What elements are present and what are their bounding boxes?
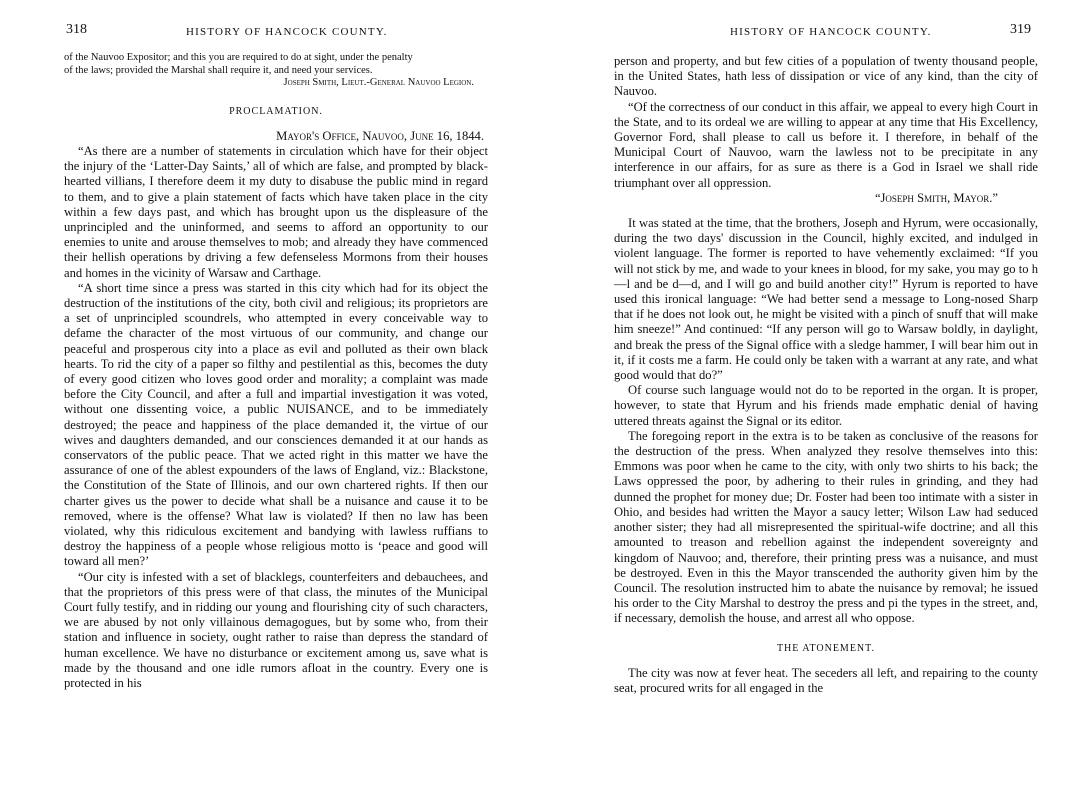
body-paragraph: “A short time since a press was started in this city which had for its object the destruction of the institutions of the city, both civil and religious; its proprietors are a set of unprincipled scoundrels, who attempted in every conceivable way to defame the character of the most virtuous of our community, and change our peaceful and prosperous city into a place as evil and polluted as their own black hearts. To rid the city of a paper so filthy and pestilential as this, becomes the duty of every good citizen who loves good order and morality; a complaint was made before the City Council, and after a full and impartial investigation it was voted, without one dissenting voice, a public NUISANCE, and to be immediately destroyed; the peace and happiness of the place demanded it, the virtue of our wives and daughters demanded, and our consciences demanded it at our hands as conservators of the public peace. That we acted right in this matter we have the assurance of one of the ablest expounders of the laws of England, viz.: Blackstone, the Constitution of the State of Illinois, and our own chartered rights. If then our charter gives us the power to decide what shall be a nuisance and cause it to be removed, where is the offense? What law is violated? If then no law has been violated, why this ridiculous excitement and bandying with lawless ruffians to destroy the happiness of a people whose religious motto is ‘peace and good will toward all men?’ bbox=[64, 280, 488, 569]
body-paragraph: Of course such language would not do to be reported in the organ. It is proper, however, to state that Hyrum and his friends made emphatic denial of having uttered threats against the Signal or its editor. bbox=[614, 383, 1038, 428]
running-head: HISTORY OF HANCOCK COUNTY. bbox=[186, 26, 388, 38]
dateline: Mayor's Office, Nauvoo, June 16, 1844. bbox=[276, 128, 484, 143]
signature: “Joseph Smith, Mayor.” bbox=[874, 190, 998, 205]
page-number: 319 bbox=[1010, 22, 1031, 37]
intro-line: of the laws; provided the Marshal shall require it, and need your services. bbox=[64, 64, 373, 76]
intro-signature: Joseph Smith, Lieut.-General Nauvoo Legion. bbox=[283, 77, 474, 88]
page-number: 318 bbox=[66, 22, 87, 37]
section-heading: THE ATONEMENT. bbox=[776, 642, 876, 654]
body-paragraph: person and property, and but few cities of a population of twenty thousand people, in the United States, hath less of dissipation or vice of any kind, than the city of Nauvoo. bbox=[614, 54, 1038, 99]
intro-block bbox=[64, 52, 488, 90]
right-page bbox=[542, 0, 1084, 792]
body-paragraph: The city was now at fever heat. The seceders all left, and repairing to the county seat, procured writs for all engaged in the bbox=[614, 665, 1038, 695]
body-paragraph: “As there are a number of statements in circulation which have for their object the injury of the ‘Latter-Day Saints,’ all of which are false, and prompted by black-hearted villians, I therefore deem it my duty to disabuse the public mind in regard to them, and to give a plain statement of facts which have taken place in the city within a few days past, and which has brought upon us the displeasure of the unprincipled and the uninformed, and seems to afford an opportunity to our enemies to unite and arouse themselves to mob; and already they have commenced their hellish operations by driving a few defenseless Mormons from their houses and homes in the vicinity of Warsaw and Carthage. bbox=[64, 143, 488, 280]
section-heading: PROCLAMATION. bbox=[229, 105, 323, 117]
right-column bbox=[614, 54, 1038, 696]
body-paragraph: The foregoing report in the extra is to be taken as conclusive of the reasons for the destruction of the press. When analyzed they resolve themselves into this: Emmons was poor when he came to the city, with only two shirts to his back; the Laws oppressed the poor, by adhering to their rules in grinding, and they had dunned the prophet for money due; Dr. Foster had been too intimate with a sister in Ohio, and besides had written the Mayor a saucy letter; Wilson Law had seduced another sister; they had all misrepresented the spiritual-wife doctrine; and all this amounted to treason and rebellion against the independent sovereignty and kingdom of Nauvoo; and, therefore, their printing press was a nuisance, and must be destroyed. Even in this the Mayor transcended the authority given him by the Council. The resolution instructed him to abate the nuisance by removal; he issued his order to the City Marshal to destroy the press and pi the types in the street, and, if necessary, demolish the house, and arrest all who oppose. bbox=[614, 428, 1038, 626]
body-paragraph: “Our city is infested with a set of blacklegs, counterfeiters and debauchees, and that the proprietors of this press were of that class, the minutes of the Municipal Court fully testify, and in ridding our young and flourishing city of such characters, we are abused by not only villainous demagogues, but by some who, from their station and influence in society, ought rather to raise than depress the standard of human excellence. We have no disturbance or excitement among us, save what is made by the thousand and one idle rumors afloat in the country. Every one is protected in his bbox=[64, 569, 488, 691]
body-paragraph: “Of the correctness of our conduct in this affair, we appeal to every high Court in the State, and to its ordeal we are willing to appear at any time that His Excellency, Governor Ford, shall please to call us before it. I therefore, in behalf of the Municipal Court of Nauvoo, warn the lawless not to be precipitate in any interference in our affairs, for as sure as there is a God in Israel we shall ride triumphant over all oppression. bbox=[614, 99, 1038, 190]
running-head: HISTORY OF HANCOCK COUNTY. bbox=[730, 26, 932, 38]
left-column bbox=[64, 52, 488, 691]
intro-line: of the Nauvoo Expositor; and this you are required to do at sight, under the penalty bbox=[64, 52, 413, 63]
body-paragraph: It was stated at the time, that the brothers, Joseph and Hyrum, were occasionally, during the two days' discussion in the Council, highly excited, and indulged in violent language. The former is reported to have vehemently exclaimed: “If you will not stick by me, and wade to your knees in blood, for my sake, you may go to h—l and be d—d, and I will go and build another city!” Hyrum is reported to have used this ironical language: “We had better send a message to Long-nosed Sharp that if he does not look out, he might be visited with a pinch of snuff that will make him sneeze!” And continued: “If any person will go to Warsaw boldly, in daylight, and break the press of the Signal office with a sledge hammer, I will bear him out in it, if it costs me a farm. He could only be taken with a warrant at any rate, and what good would that do?” bbox=[614, 216, 1038, 383]
